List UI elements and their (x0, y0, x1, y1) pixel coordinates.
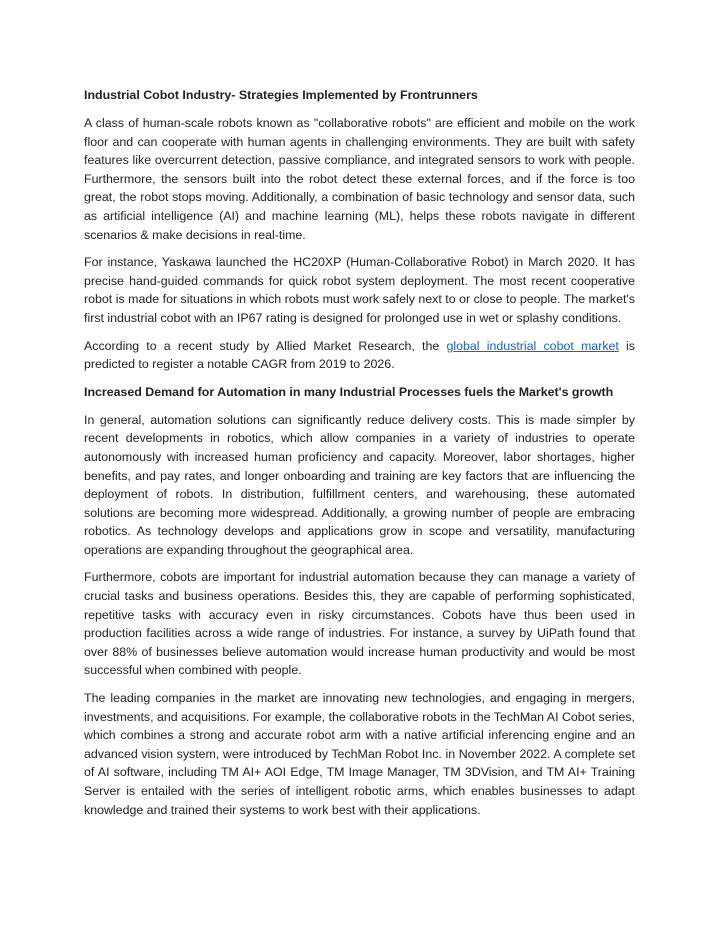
paragraph-text-after-link: is predicted to register a notable CAGR from 2019 to 2026. (84, 338, 635, 372)
section-heading-cobot-strategies: Industrial Cobot Industry- Strategies Implemented by Frontrunners (84, 88, 478, 102)
paragraph-cobots-importance: Furthermore, cobots are important for industrial automation because they can manage a variety of crucial tasks and business operations. Besides this, they are capable of performing sophisticated, repetitive tasks with accuracy even in risky circumstances. Cobots have thus been used in production facilities across a wide range of industries. For instance, a survey by UiPath found that over 88% of businesses believe automation would increase human productivity and would be most successful when combined with people. (84, 570, 635, 678)
paragraph-automation-solutions: In general, automation solutions can significantly reduce delivery costs. This is made simpler by recent developments in robotics, which allow companies in a variety of industries to operate autonomously with increased human proficiency and capacity. Moreover, labor shortages, higher benefits, and pay rates, and longer onboarding and training are key factors that are influencing the deployment of robots. In distribution, fulfillment centers, and warehousing, these automated solutions are becoming more widespread. Additionally, a growing number of people are embracing robotics. As technology develops and applications grow in scope and versatility, manufacturing operations are expanding throughout the geographical area. (84, 412, 635, 557)
document-page (84, 86, 635, 828)
paragraph-collaborative-robots: A class of human-scale robots known as "collaborative robots" are efficient and mobile on the work floor and can cooperate with human agents in challenging environments. They are built with safety features like overcurrent detection, passive compliance, and integrated sensors to work with people. Furthermore, the sensors built into the robot detect these external forces, and if the force is too great, the robot stops moving. Additionally, a combination of basic technology and sensor data, such as artificial intelligence (AI) and machine learning (ML), helps these robots navigate in different scenarios & make decisions in real-time. (84, 116, 635, 242)
section-heading-automation-demand: Increased Demand for Automation in many Industrial Processes fuels the Market's growth (84, 384, 614, 399)
market-report-link[interactable]: global industrial cobot market (446, 338, 619, 353)
paragraph-text-before-link: According to a recent study by Allied Market Research, the (84, 338, 447, 353)
paragraph-leading-companies: The leading companies in the market are innovating new technologies, and engaging in mergers, investments, and acquisitions. For example, the collaborative robots in the TechMan AI Cobot series, which combines a strong and accurate robot arm with a native artificial inferencing engine and an advanced vision system, were introduced by TechMan Robot Inc. in November 2022. A complete set of AI software, including TM AI+ AOI Edge, TM Image Manager, TM 3DVision, and TM AI+ Training Server is entailed with the series of intelligent robotic arms, which enables businesses to adapt knowledge and trained their systems to work best with their applications. (84, 691, 635, 817)
paragraph-yaskawa: For instance, Yaskawa launched the HC20XP (Human-Collaborative Robot) in March 2020. It has precise hand-guided commands for quick robot system deployment. The most recent cooperative robot is made for situations in which robots must work safely next to or close to people. The market's first industrial cobot with an IP67 rating is designed for prolonged use in wet or splashy conditions. (84, 255, 635, 325)
paragraph-allied-market-research (84, 337, 635, 374)
